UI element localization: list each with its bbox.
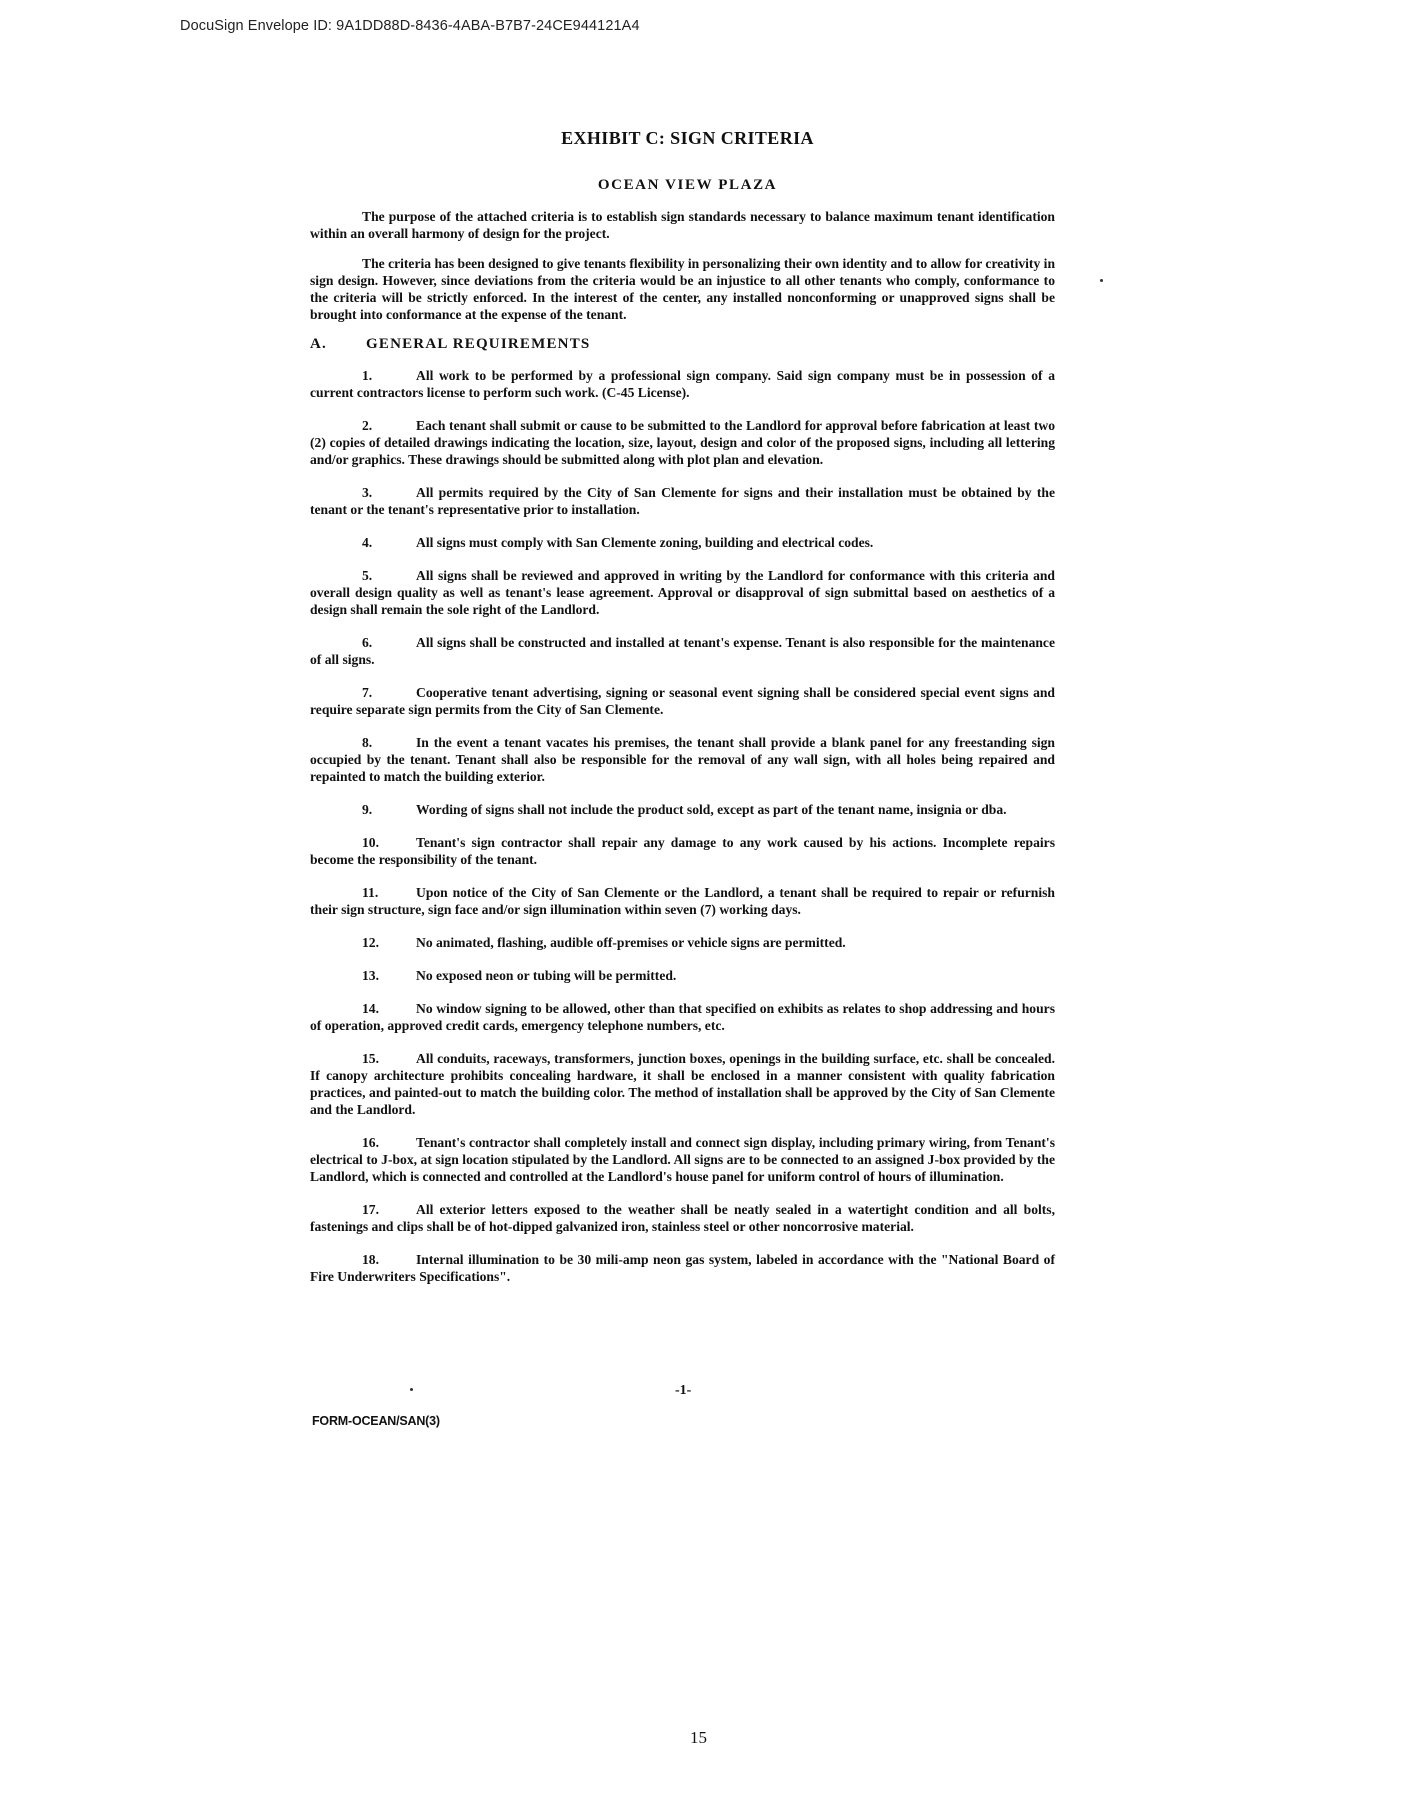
requirement-item [310,1000,1055,1034]
requirement-item [310,1201,1055,1235]
scan-speck [1100,279,1103,282]
requirement-text: Upon notice of the City of San Clemente or the Landlord, a tenant shall be required to repair or refurnish their sign structure, sign face and/or sign illumination within seven (7) working days. [310,885,1055,917]
intro-paragraph-flexibility: The criteria has been designed to give tenants flexibility in personalizing their own identity and to allow for creativity in sign design. However, since deviations from the criteria would be an injustice to all other tenants who comply, conformance to the criteria will be strictly enforced. In the interest of the center, any installed nonconforming or unapproved signs shall be brought into conformance at the expense of the tenant. [310,256,1055,322]
requirement-number: 14. [362,1001,379,1016]
requirement-item [310,801,1055,818]
requirement-text: Each tenant shall submit or cause to be submitted to the Landlord for approval before fabrication at least two (2) copies of detailed drawings indicating the location, size, layout, design and color of the proposed signs, including all lettering and/or graphics. These drawings should be submitted along with plot plan and elevation. [310,418,1055,467]
requirement-number: 13. [362,968,379,983]
requirement-item [310,684,1055,718]
requirement-number: 15. [362,1051,379,1066]
requirement-text: In the event a tenant vacates his premises, the tenant shall provide a blank panel for any freestanding sign occupied by the tenant. Tenant shall also be responsible for the removal of any wall sign, with all holes being repaired and repainted to match the building exterior. [310,735,1055,784]
requirement-text: No animated, flashing, audible off-premises or vehicle signs are permitted. [416,935,846,950]
exhibit-document [310,128,1055,1301]
requirement-text: Internal illumination to be 30 mili-amp neon gas system, labeled in accordance with the "National Board of Fire Underwriters Specifications". [310,1252,1055,1284]
requirement-number: 5. [362,568,373,583]
page-number: 15 [690,1728,707,1747]
requirement-item [310,1134,1055,1185]
requirement-text: All permits required by the City of San Clemente for signs and their installation must be obtained by the tenant or the tenant's representative prior to installation. [310,485,1055,517]
section-letter: A. [310,336,327,352]
requirement-number: 1. [362,368,373,383]
form-code: FORM-OCEAN/SAN(3) [312,1414,440,1428]
requirement-text: Cooperative tenant advertising, signing or seasonal event signing shall be considered special event signs and require separate sign permits from the City of San Clemente. [310,685,1055,717]
requirement-item [310,567,1055,618]
requirement-item [310,1251,1055,1285]
section-title: GENERAL REQUIREMENTS [366,336,591,352]
requirement-number: 10. [362,835,379,850]
property-name: OCEAN VIEW PLAZA [597,177,778,193]
requirement-text: All exterior letters exposed to the weather shall be neatly sealed in a watertight condition and all bolts, fastenings and clips shall be of hot-dipped galvanized iron, stainless steel or other noncorrosive material. [310,1202,1055,1234]
requirement-text: No exposed neon or tubing will be permitted. [416,968,677,983]
requirement-item [310,534,1055,551]
requirement-number: 4. [362,535,373,550]
requirement-text: Wording of signs shall not include the product sold, except as part of the tenant name, insignia or dba. [416,802,1007,817]
requirement-number: 16. [362,1135,379,1150]
requirement-text: All signs must comply with San Clemente zoning, building and electrical codes. [416,535,874,550]
requirement-number: 9. [362,802,373,817]
requirement-item [310,634,1055,668]
requirement-item [310,1050,1055,1118]
requirement-item [310,884,1055,918]
requirement-number: 8. [362,735,373,750]
intro-paragraph-purpose: The purpose of the attached criteria is to establish sign standards necessary to balance maximum tenant identification within an overall harmony of design for the project. [310,209,1055,241]
requirement-number: 17. [362,1202,379,1217]
requirement-number: 7. [362,685,373,700]
requirements-list [310,367,1055,1285]
requirement-number: 18. [362,1252,379,1267]
requirement-item [310,734,1055,785]
requirement-text: Tenant's contractor shall completely install and connect sign display, including primary wiring, from Tenant's electrical to J-box, at sign location stipulated by the Landlord. All signs are to be connected to an assigned J-box provided by the Landlord, which is connected and controlled at the Landlord's house panel for uniform control of hours of illumination. [310,1135,1055,1184]
requirement-item [310,834,1055,868]
requirement-number: 12. [362,935,379,950]
requirement-item [310,967,1055,984]
requirement-number: 2. [362,418,373,433]
requirement-number: 6. [362,635,373,650]
requirement-number: 3. [362,485,373,500]
requirement-text: All signs shall be reviewed and approved in writing by the Landlord for conformance with this criteria and overall design quality as well as tenant's lease agreement. Approval or disapproval of sign submittal based on aesthetics of a design shall remain the sole right of the Landlord. [310,568,1055,617]
requirement-text: All conduits, raceways, transformers, junction boxes, openings in the building surface, etc. shall be concealed. If canopy architecture prohibits concealing hardware, it shall be enclosed in a manner consistent with quality fabrication practices, and painted-out to match the building color. The method of installation shall be approved by the City of San Clemente and the Landlord. [310,1051,1055,1117]
exhibit-title: EXHIBIT C: SIGN CRITERIA [561,128,814,148]
docusign-envelope-id: DocuSign Envelope ID: 9A1DD88D-8436-4ABA-B7B7-24CE944121A4 [180,18,640,34]
requirement-number: 11. [362,885,379,900]
requirement-item [310,934,1055,951]
scan-speck [410,1388,413,1391]
inner-page-number: -1- [675,1383,692,1398]
requirement-text: All signs shall be constructed and installed at tenant's expense. Tenant is also responsible for the maintenance of all signs. [310,635,1055,667]
requirement-text: Tenant's sign contractor shall repair any damage to any work caused by his actions. Incomplete repairs become the responsibility of the tenant. [310,835,1055,867]
requirement-item [310,417,1055,468]
requirement-item [310,367,1055,401]
requirement-item [310,484,1055,518]
requirement-text: No window signing to be allowed, other than that specified on exhibits as relates to shop addressing and hours of operation, approved credit cards, emergency telephone numbers, etc. [310,1001,1055,1033]
section-heading [310,336,1055,353]
requirement-text: All work to be performed by a professional sign company. Said sign company must be in possession of a current contractors license to perform such work. (C-45 License). [310,368,1055,400]
